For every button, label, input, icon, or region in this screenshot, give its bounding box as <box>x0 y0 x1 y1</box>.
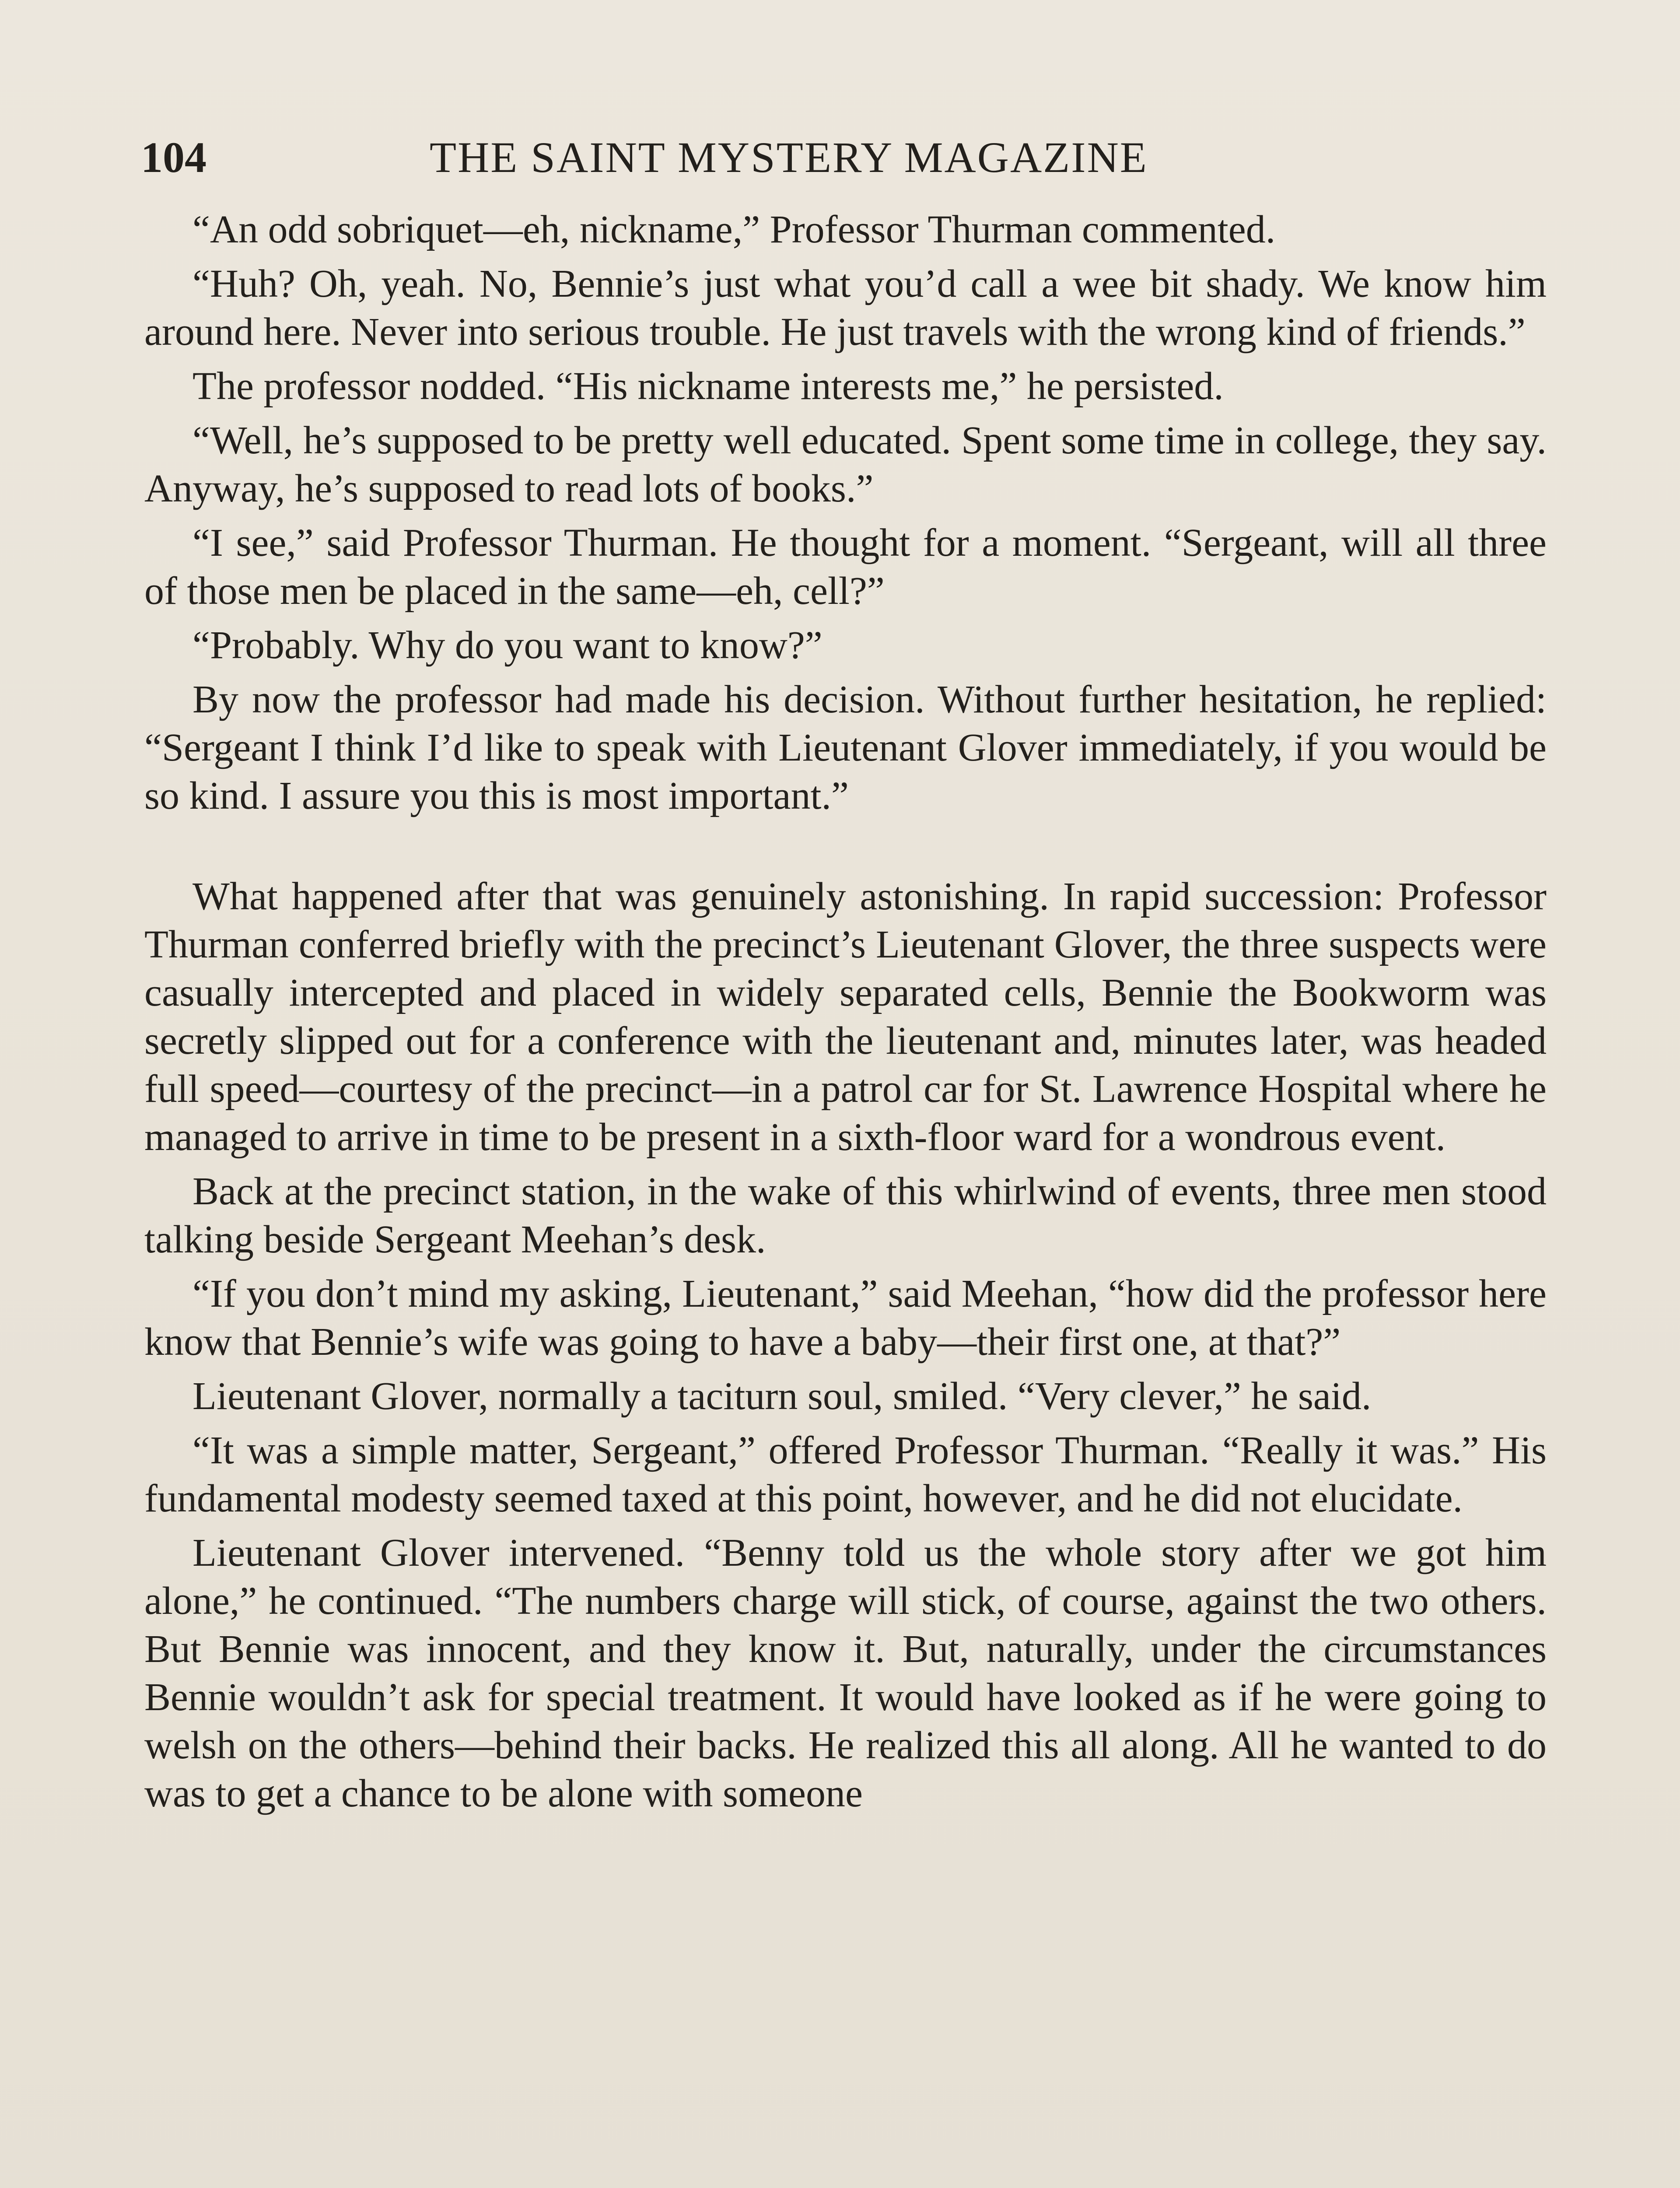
body-text <box>144 206 1547 1824</box>
paragraph: “If you don’t mind my asking, Lieutenant,” said Meehan, “how did the professor here know that Bennie’s wife was going to have a baby—their first one, at that?” <box>144 1272 1547 1364</box>
running-title: THE SAINT MYSTERY MAGAZINE <box>430 133 1148 182</box>
paragraph: Back at the precinct station, in the wake of this whirlwind of events, three men stood talking beside Sergeant Meehan’s desk. <box>144 1170 1547 1261</box>
paragraph: “Probably. Why do you want to know?” <box>192 624 822 667</box>
paragraph: “I see,” said Professor Thurman. He thought for a moment. “Sergeant, will all three of those men be placed in the same—eh, cell?” <box>144 521 1547 613</box>
paragraph: By now the professor had made his decision. Without further hesitation, he replied: “Sergeant I think I’d like to speak with Lieutenant Glover immediately, if you would be so kind. I assure you this is most important.” <box>144 678 1547 817</box>
paragraph: Lieutenant Glover, normally a taciturn soul, smiled. “Very clever,” he said. <box>192 1375 1372 1418</box>
paragraph: “Huh? Oh, yeah. No, Bennie’s just what you’d call a wee bit shady. We know him around here. Never into serious trouble. He just travels with the wrong kind of friends.” <box>144 262 1547 354</box>
paragraph: “An odd sobriquet—eh, nickname,” Professor Thurman commented. <box>192 208 1276 251</box>
paragraph: “Well, he’s supposed to be pretty well educated. Spent some time in college, they say. Anyway, he’s supposed to read lots of books.” <box>144 419 1547 510</box>
paragraph: Lieutenant Glover intervened. “Benny told us the whole story after we got him alone,” he continued. “The numbers charge will stick, of course, against the two others. But Bennie was innocent, and they know it. But, naturally, under the circumstances Bennie wouldn’t ask for special treatment. It would have looked as if he were going to welsh on the others—behind their backs. He realized this all along. All he wanted to do was to get a chance to be alone with someone <box>144 1531 1547 1815</box>
page-header <box>141 125 1243 190</box>
page-number: 104 <box>141 133 206 182</box>
paragraph: What happened after that was genuinely astonishing. In rapid succession: Professor Thurman conferred briefly with the precinct’s Lieutenant Glover, the three suspects were casually intercepted and placed in widely separated cells, Bennie the Bookworm was secretly slipped out for a conference with the lieutenant and, minutes later, was headed full speed—courtesy of the precinct—in a patrol car for St. Lawrence Hospital where he managed to arrive in time to be present in a sixth-floor ward for a wondrous event. <box>144 875 1547 1159</box>
paragraph: “It was a simple matter, Sergeant,” offered Professor Thurman. “Really it was.” His fundamental modesty seemed taxed at this point, however, and he did not elucidate. <box>144 1429 1547 1520</box>
paragraph: The professor nodded. “His nickname interests me,” he persisted. <box>192 365 1224 408</box>
